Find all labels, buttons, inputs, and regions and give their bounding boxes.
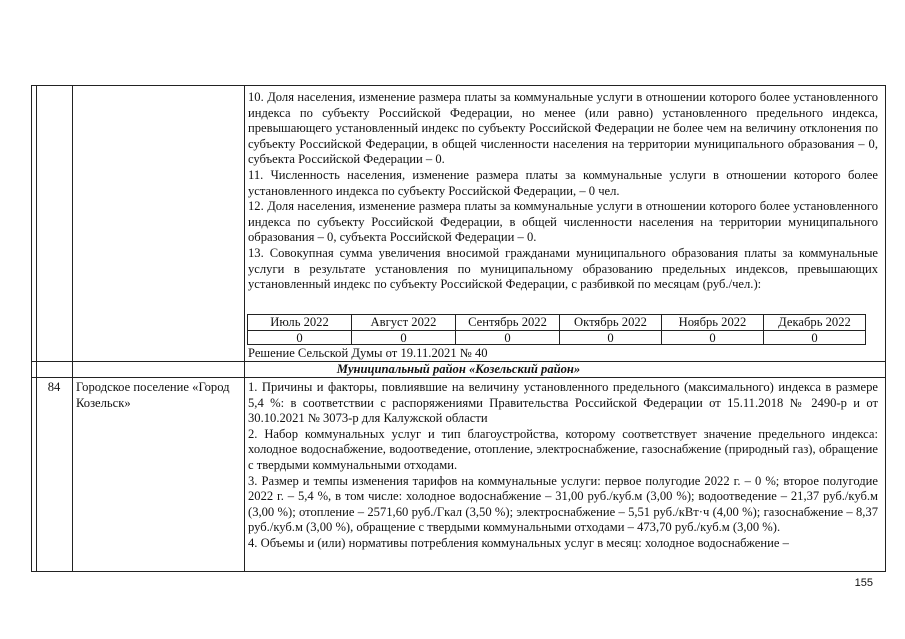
row-number: 84 — [47, 380, 61, 394]
month-header: Сентябрь 2022 — [456, 315, 560, 330]
months-table — [247, 314, 866, 345]
month-header: Декабрь 2022 — [778, 315, 851, 329]
top-row-content — [248, 90, 878, 293]
paragraph-13: 13. Совокупная сумма увеличения вносимой гражданами муниципального образования платы за коммунальные услуги в результате установления по муниципальному образованию предельных индексов, превышающих установленный индекс по субъекту Российской Федерации, с разбивкой по месяцам (руб./чел.): — [248, 245, 878, 292]
row-divider — [32, 377, 885, 378]
document-table — [31, 85, 886, 572]
month-value: 0 — [662, 330, 764, 345]
month-value: 0 — [560, 330, 662, 345]
month-header: Ноябрь 2022 — [662, 315, 764, 330]
month-value: 0 — [352, 330, 456, 345]
paragraph-2: 2. Набор коммунальных услуг и тип благоустройства, которому соответствует значение предельного индекса: холодное водоснабжение, водоотведение, отопление, электроснабжение, газоснабжение (природный газ), обращение с твердыми коммунальными отходами. — [248, 426, 878, 472]
month-header: Август 2022 — [352, 315, 456, 330]
paragraph-10: 10. Доля населения, изменение размера платы за коммунальные услуги в отношении которого более установленного индекса по субъекту Российской Федерации, но менее (или равно) установленного предельного индекса, превышающего установленный индекс по субъекту Российской Федерации не более чем на величину отклонения по субъекту Российской Федерации, в общей численности населения на территории муниципального образования – 0, субъекта Российской Федерации – 0. — [248, 90, 878, 167]
column-divider — [244, 86, 245, 571]
month-value: 0 — [456, 330, 560, 345]
page-number: 155 — [854, 577, 873, 589]
month-value: 0 — [764, 330, 865, 345]
paragraph-11: 11. Численность населения, изменение размера платы за коммунальные услуги в отношении которого более установленного индекса по субъекту Российской Федерации, – 0 чел. — [248, 167, 878, 198]
column-divider — [72, 86, 73, 571]
month-header: Октябрь 2022 — [560, 315, 662, 330]
paragraph-12: 12. Доля населения, изменение размера платы за коммунальные услуги в отношении которого более установленного индекса по субъекту Российской Федерации, в общей численности населения на территории муниципального образования – 0, субъекта Российской Федерации – 0. — [248, 199, 878, 245]
month-header: Июль 2022 — [248, 315, 352, 330]
month-value: 0 — [248, 330, 352, 345]
paragraph-3: 3. Размер и темпы изменения тарифов на коммунальные услуги: первое полугодие 2022 г. – 0 %; второе полугодие 2022 г. – 5,4 %, в том числе: холодное водоснабжение – 31,00 руб./куб.м (3,00 %); водоотведение – 21,37 руб./куб.м (3,00 %); отопление – 2571,60 руб./Гкал (3,50 %); электроснабжение – 5,51 руб./кВт·ч (4,00 %); газоснабжение – 8,37 руб./куб.м (3,00 %), обращение с твердыми коммунальными отходами – 473,70 руб./куб.м (3,00 %). — [248, 473, 878, 535]
column-divider — [36, 86, 37, 571]
settlement-name: Городское поселение «Город Козельск» — [76, 380, 230, 410]
row-84-content — [248, 380, 878, 552]
decision-text: Решение Сельской Думы от 19.11.2021 № 40 — [248, 346, 488, 360]
paragraph-4: 4. Объемы и (или) нормативы потребления коммунальных услуг в месяц: холодное водоснабжение – — [248, 535, 789, 550]
paragraph-1: 1. Причины и факторы, повлиявшие на величину установленного предельного (максимального) индекса в размере 5,4 %: в соответствии с распоряжениями Правительства Российской Федерации от 15.11.2018 № 2490-р и от 30.10.2021 № 3073-р для Калужской области — [248, 380, 878, 426]
region-heading: Муниципальный район «Козельский район» — [336, 362, 581, 376]
